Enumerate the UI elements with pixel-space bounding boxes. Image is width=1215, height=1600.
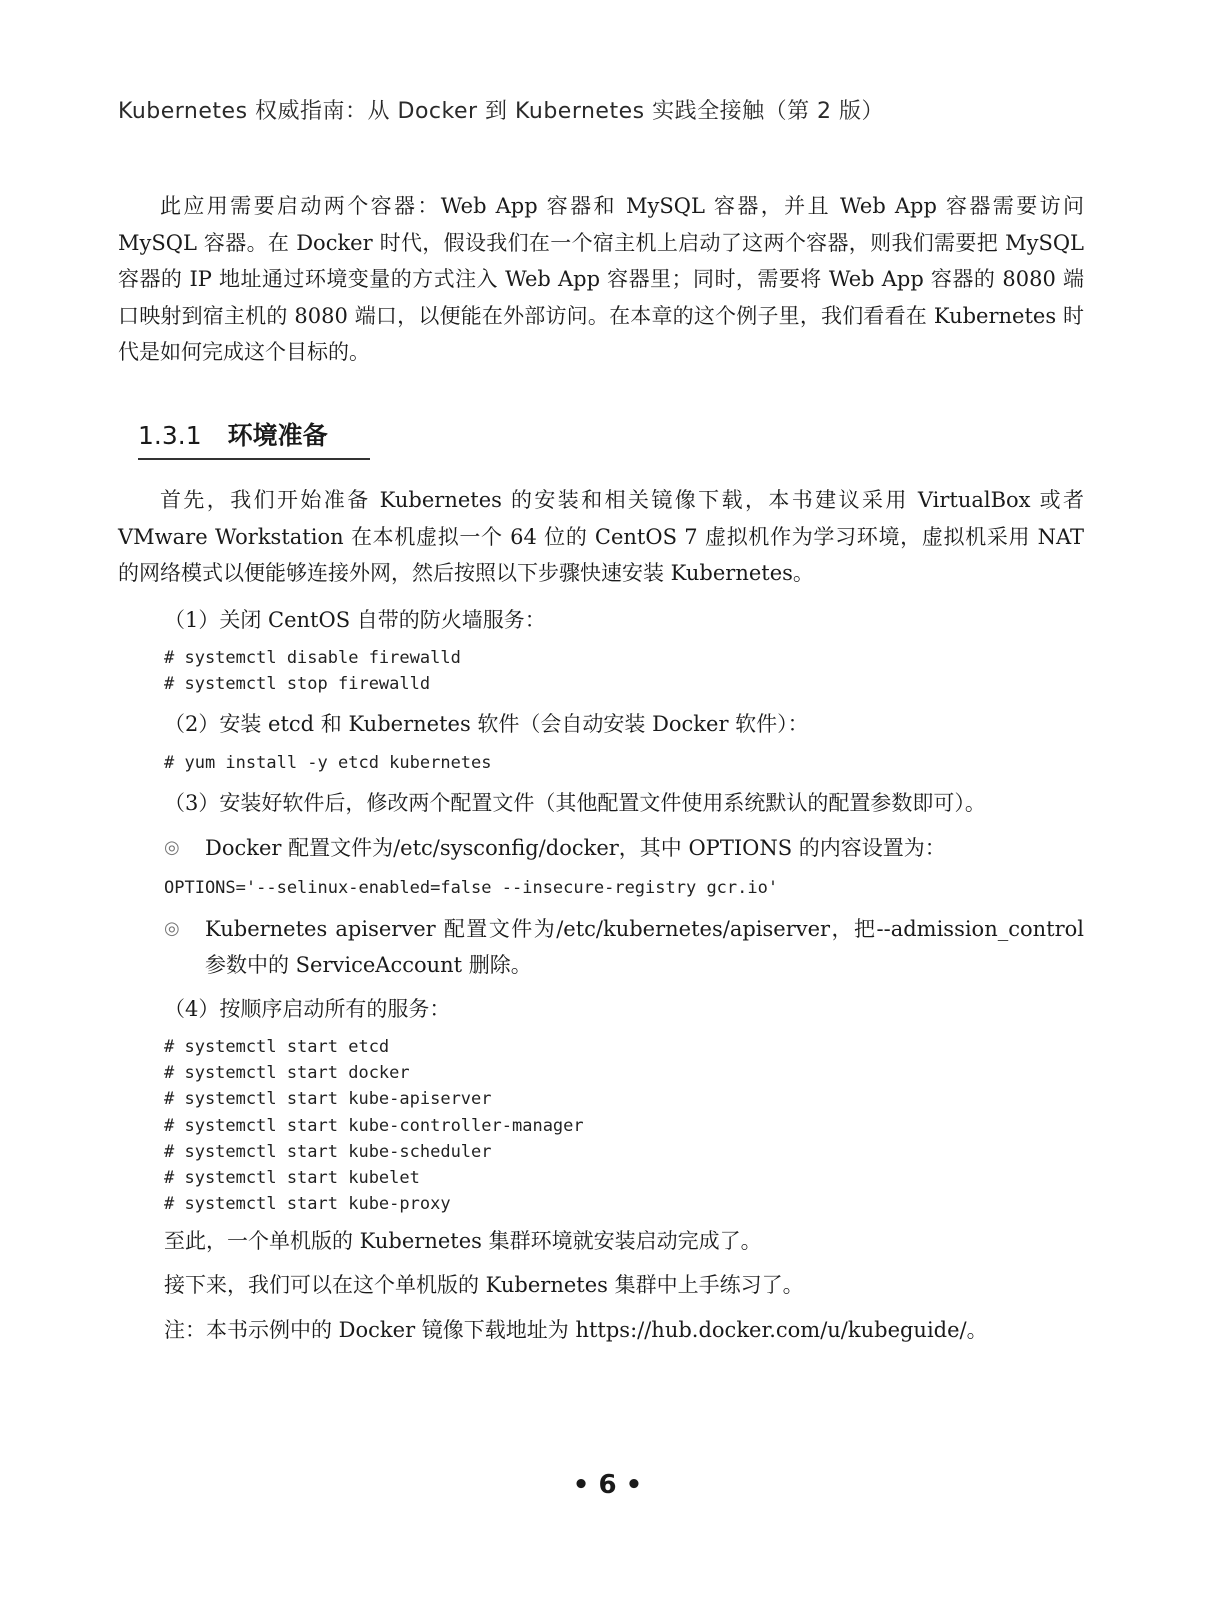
bullet-icon: ◎ xyxy=(164,918,180,939)
setup-paragraph: 首先，我们开始准备 Kubernetes 的安装和相关镜像下载，本书建议采用 VirtualBox 或者 VMware Workstation 在本机虚拟一个 64 位的 CentOS 7 虚拟机作为学习环境，虚拟机采用 NAT 的网络模式以便能够连接外网，然后按照以下步骤快速安装 Kubernetes。 xyxy=(118,488,1084,585)
code-block-install: # yum install -y etcd kubernetes xyxy=(164,753,492,773)
bullet-apiserver-text: Kubernetes apiserver 配置文件为/etc/kubernetes/apiserver，把--admission_control 参数中的 ServiceAccount 删除。 xyxy=(205,917,1084,977)
step-4-text: （4）按顺序启动所有的服务： xyxy=(164,997,451,1021)
section-heading xyxy=(138,416,370,460)
section-title: 环境准备 xyxy=(227,421,328,450)
bullet-icon: ◎ xyxy=(164,837,180,858)
code-block-options: OPTIONS='--selinux-enabled=false --insecure-registry gcr.io' xyxy=(164,878,779,898)
intro-paragraph: 此应用需要启动两个容器：Web App 容器和 MySQL 容器，并且 Web App 容器需要访问 MySQL 容器。在 Docker 时代，假设我们在一个宿主机上启动了这两个容器，则我们需要把 MySQL 容器的 IP 地址通过环境变量的方式注入 Web App 容器里；同时，需要将 Web App 容器的 8080 端口映射到宿主机的 8080 端口，以便能在外部访问。在本章的这个例子里，我们看看在 Kubernetes 时代是如何完成这个目标的。 xyxy=(118,194,1084,364)
step-3-text: （3）安装好软件后，修改两个配置文件（其他配置文件使用系统默认的配置参数即可）。 xyxy=(164,791,986,815)
page-number: • 6 • xyxy=(572,1470,643,1500)
next-text: 接下来，我们可以在这个单机版的 Kubernetes 集群中上手练习了。 xyxy=(164,1273,804,1297)
bullet-docker-text: Docker 配置文件为/etc/sysconfig/docker，其中 OPTIONS 的内容设置为： xyxy=(205,836,946,860)
section-number: 1.3.1 xyxy=(138,421,202,450)
code-block-start-services: # systemctl start etcd # systemctl start docker # systemctl start kube-apiserver # systemctl start kube-controller-manager # systemctl start kube-scheduler # systemctl start kubelet # systemctl start kube-proxy xyxy=(164,1037,584,1215)
note-text: 注：本书示例中的 Docker 镜像下载地址为 https://hub.docker.com/u/kubeguide/。 xyxy=(164,1318,988,1342)
code-block-firewall: # systemctl disable firewalld # systemctl stop firewalld xyxy=(164,648,461,695)
step-1-text: （1）关闭 CentOS 自带的防火墙服务： xyxy=(164,608,546,632)
running-header: Kubernetes 权威指南：从 Docker 到 Kubernetes 实践全接触（第 2 版） xyxy=(118,99,885,124)
bullet-apiserver-config xyxy=(164,911,1084,983)
step-2-text: （2）安装 etcd 和 Kubernetes 软件（会自动安装 Docker 软件）： xyxy=(164,712,809,736)
bullet-docker-config xyxy=(164,830,1084,866)
done-text: 至此，一个单机版的 Kubernetes 集群环境就安装启动完成了。 xyxy=(164,1229,762,1253)
